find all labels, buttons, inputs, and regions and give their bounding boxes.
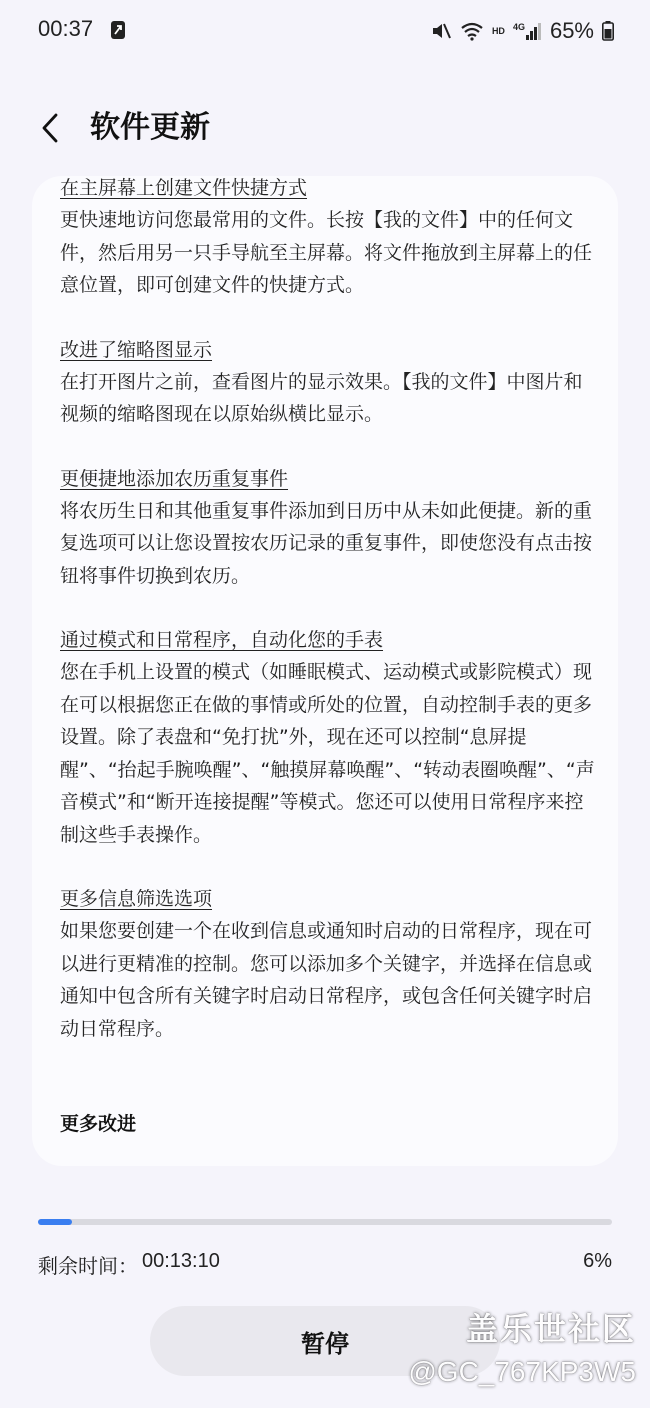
- note-title: 通过模式和日常程序，自动化您的手表: [60, 629, 384, 651]
- note-body: 更快速地访问您最常用的文件。长按【我的文件】中的任何文件，然后用另一只手导航至主屏幕。将文件拖放到主屏幕上的任意位置，即可创建文件的快捷方式。: [60, 209, 593, 296]
- remaining-time-value: 00:13:10: [142, 1250, 220, 1272]
- app-header: [0, 100, 650, 156]
- note-section: [60, 176, 600, 302]
- more-improvements-heading: 更多改进: [60, 1113, 137, 1135]
- note-title: 更便捷地添加农历重复事件: [60, 467, 289, 490]
- note-body: 在打开图片之前，查看图片的显示效果。【我的文件】中图片和视频的缩略图现在以原始纵横比显示。: [60, 370, 583, 425]
- note-section: [60, 334, 600, 431]
- wifi-icon: [460, 21, 484, 41]
- note-section: [60, 463, 600, 593]
- note-title: 改进了缩略图显示: [60, 338, 213, 361]
- signal-icon: [513, 22, 542, 40]
- remaining-time-label: 剩余时间：: [38, 1254, 138, 1278]
- note-section: [60, 883, 600, 1045]
- note-body: 将农历生日和其他重复事件添加到日历中从未如此便捷。新的重复选项可以让您设置按农历记录的重复事件，即使您没有点击按钮将事件切换到农历。: [60, 499, 593, 587]
- progress-percent: 6%: [583, 1250, 612, 1272]
- note-title: 在主屏幕上创建文件快捷方式: [60, 177, 308, 199]
- back-button[interactable]: [30, 108, 70, 148]
- remaining-time: [38, 1250, 220, 1279]
- notification-app-icon: [110, 20, 126, 40]
- community-watermark: [408, 1304, 636, 1388]
- status-time: 00:37: [38, 16, 94, 41]
- note-body: 如果您要创建一个在收到信息或通知时启动的日常程序，现在可以进行更精准的控制。您可以添加多个关键字，并选择在信息或通知中包含所有关键字时启动日常程序，或包含任何关键字时启动日常程序。: [60, 920, 593, 1040]
- watermark-user: @GC_767KP3W5: [408, 1356, 636, 1387]
- download-progress-fill: [38, 1219, 72, 1225]
- release-notes-card[interactable]: [32, 176, 618, 1166]
- download-progress-bar: [38, 1219, 612, 1225]
- hd-indicator: HD: [491, 26, 505, 36]
- note-body: 您在手机上设置的模式（如睡眠模式、运动模式或影院模式）现在可以根据您正在做的事情或所处的位置，自动控制手表的更多设置。除了表盘和“免打扰”外，现在还可以控制“息屏提醒”、“抬起手腕唤醒”、“触摸屏幕唤醒”、“转动表圈唤醒”、“声音模式”和“断开连接提醒”等模式。您还可以使用日常程序来控制这些手表操作。: [60, 661, 595, 846]
- pause-button[interactable]: 暂停: [150, 1306, 500, 1376]
- note-title: 更多信息筛选选项: [60, 888, 213, 910]
- release-notes-list: [60, 176, 600, 1077]
- 4g-indicator: 4G: [512, 22, 525, 32]
- mute-icon: [430, 20, 452, 42]
- status-bar: [0, 0, 650, 64]
- note-section: [60, 624, 600, 851]
- page-title: 软件更新: [90, 110, 210, 145]
- watermark-brand: 盖乐世社区: [465, 1310, 636, 1348]
- status-icons: [430, 16, 614, 46]
- back-arrow-icon: [40, 112, 60, 144]
- battery-percent: 65%: [549, 18, 594, 43]
- battery-icon: [602, 21, 614, 41]
